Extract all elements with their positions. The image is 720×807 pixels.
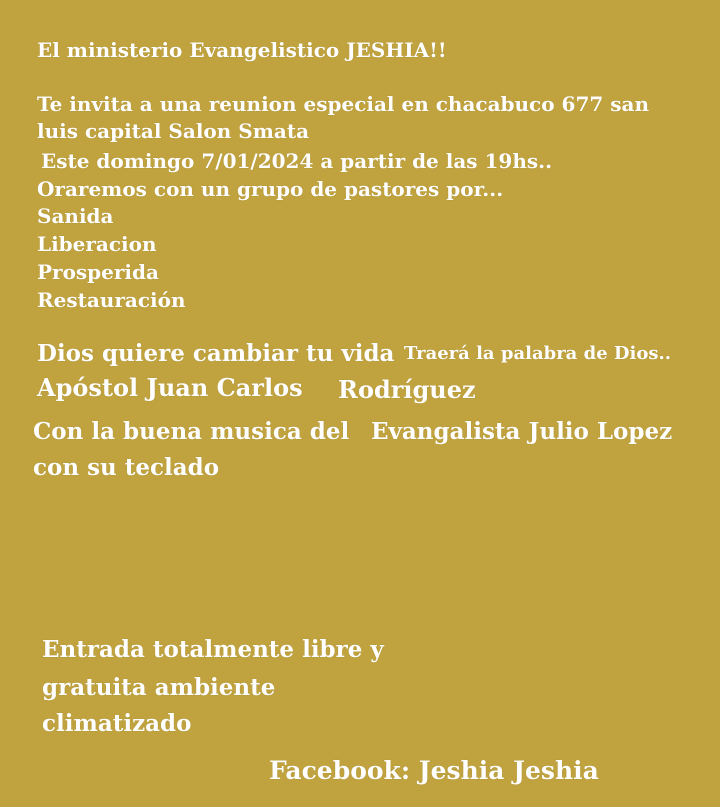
apostol-text: Apóstol Juan Carlos bbox=[37, 373, 303, 402]
date-line: Este domingo 7/01/2024 a partir de las 19hs.. bbox=[41, 149, 553, 173]
list-item-sanida: Sanida bbox=[37, 204, 114, 228]
evangelista-text: Evangalista Julio Lopez bbox=[371, 418, 673, 445]
palabra-text: Traerá la palabra de Dios.. bbox=[404, 343, 672, 364]
facebook-text: Facebook: Jeshia Jeshia bbox=[269, 756, 599, 785]
ministry-title: El ministerio Evangelistico JESHIA!! bbox=[37, 38, 447, 62]
apostol-surname: Rodríguez bbox=[338, 375, 476, 404]
location-line: luis capital Salon Smata bbox=[37, 119, 310, 143]
prayer-line: Oraremos con un grupo de pastores por... bbox=[37, 177, 504, 201]
entrada-line-1: Entrada totalmente libre y bbox=[42, 636, 384, 663]
invite-line: Te invita a una reunion especial en chacabuco 677 san bbox=[37, 92, 650, 116]
list-item-prosperida: Prosperida bbox=[37, 260, 159, 284]
entrada-line-2: gratuita ambiente bbox=[42, 674, 276, 701]
list-item-liberacion: Liberacion bbox=[37, 232, 157, 256]
dios-text: Dios quiere cambiar tu vida bbox=[37, 340, 395, 367]
list-item-restauracion: Restauración bbox=[37, 288, 186, 312]
entrada-line-3: climatizado bbox=[42, 710, 192, 737]
teclado-text: con su teclado bbox=[33, 454, 220, 481]
musica-text: Con la buena musica del bbox=[33, 418, 350, 445]
